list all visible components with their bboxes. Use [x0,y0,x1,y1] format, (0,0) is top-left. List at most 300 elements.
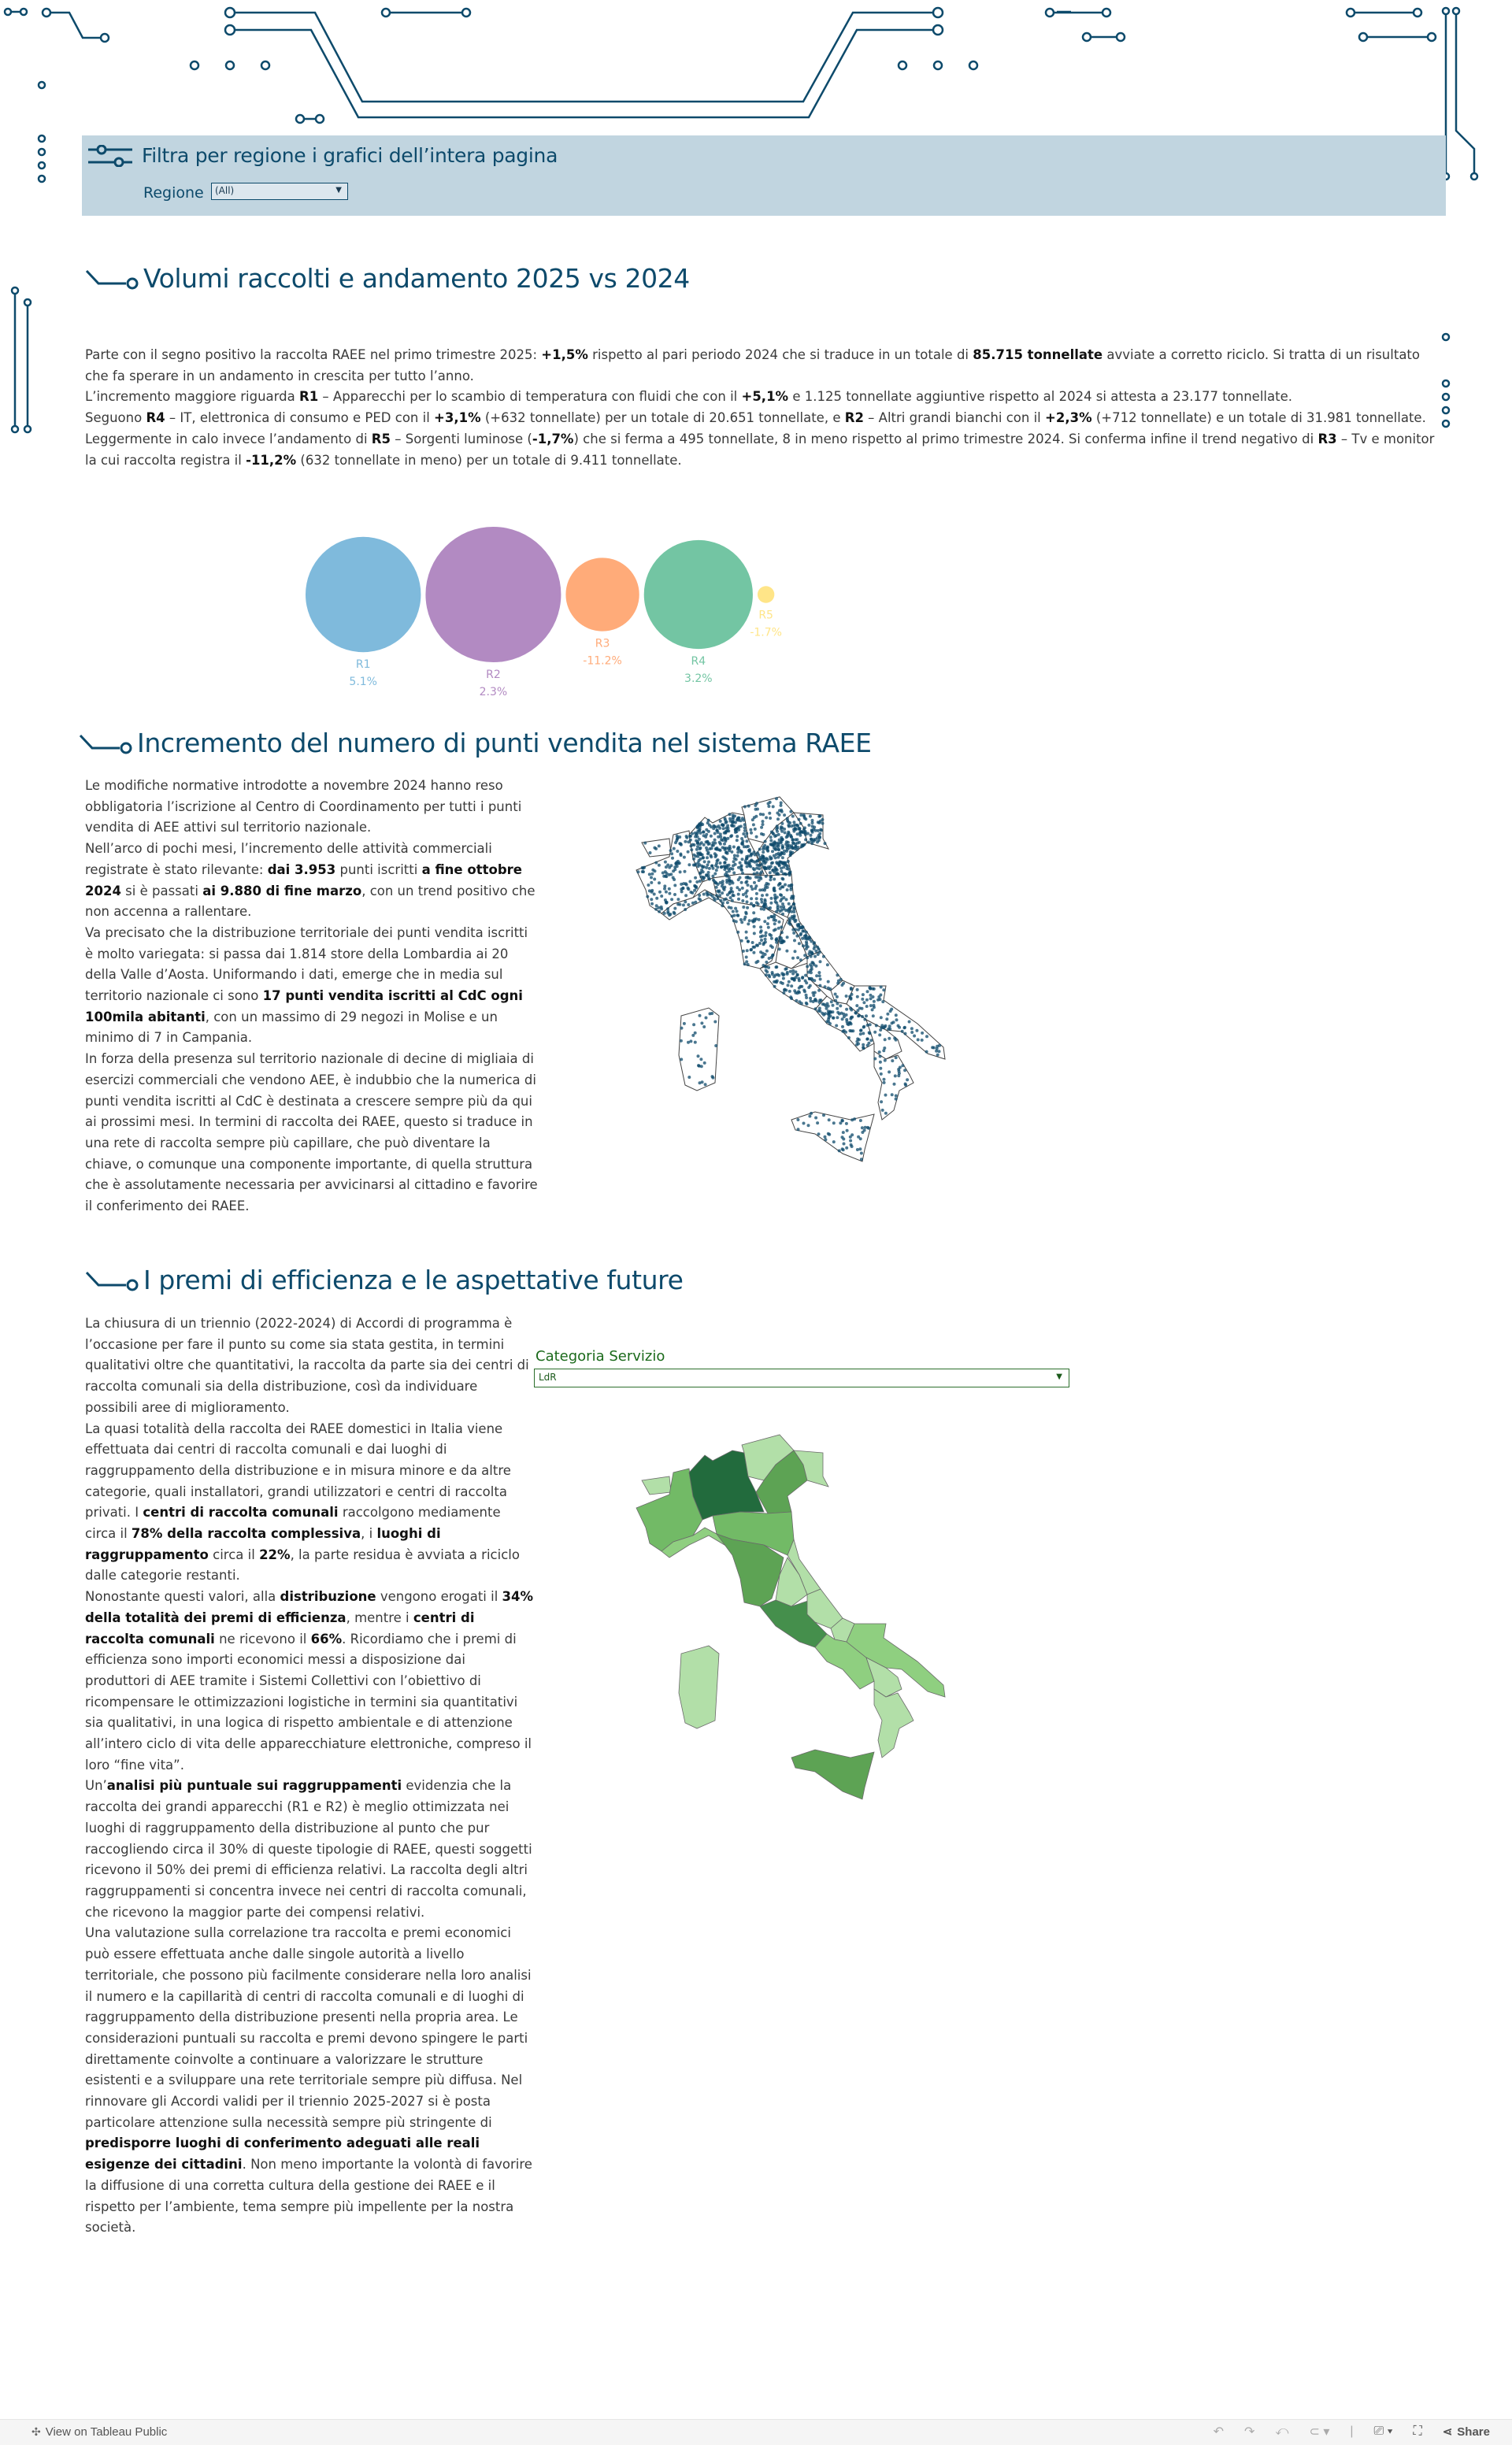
circuit-trace-icon [85,269,140,293]
point-of-sale-dot [855,1004,858,1007]
point-of-sale-dot [649,851,652,854]
point-of-sale-dot [791,928,795,932]
region-filter-value: (All) [215,185,235,196]
point-of-sale-dot [888,1037,891,1040]
point-of-sale-dot [807,935,810,939]
point-of-sale-dot [680,1039,683,1043]
share-button[interactable] [1443,2425,1490,2439]
point-of-sale-dot [765,816,768,819]
point-of-sale-dot [737,898,740,901]
point-of-sale-dot [738,888,741,891]
point-of-sale-dot [771,850,774,853]
point-of-sale-dot [810,839,813,843]
point-of-sale-dot [742,950,745,953]
point-of-sale-dot [743,916,747,919]
point-of-sale-dot [673,907,676,910]
point-of-sale-dot [685,836,688,839]
point-of-sale-dot [670,898,673,901]
point-of-sale-dot [741,817,744,820]
bubble-r3[interactable] [565,558,639,631]
point-of-sale-dot [750,897,753,900]
point-of-sale-dot [776,904,780,907]
point-of-sale-dot [736,847,739,850]
point-of-sale-dot [901,1030,904,1033]
point-of-sale-dot [780,885,784,888]
point-of-sale-dot [714,881,717,884]
points-of-sale-map [614,780,992,1236]
point-of-sale-dot [769,839,773,842]
point-of-sale-dot [765,969,768,972]
bubble-r4[interactable] [644,540,753,649]
point-of-sale-dot [910,1027,914,1030]
point-of-sale-dot [841,1025,844,1028]
point-of-sale-dot [861,1015,864,1018]
point-of-sale-dot [782,896,785,899]
point-of-sale-dot [750,902,753,906]
point-of-sale-dot [680,1058,683,1061]
point-of-sale-dot [711,1076,714,1080]
point-of-sale-dot [917,1038,920,1041]
point-of-sale-dot [784,843,788,846]
point-of-sale-dot [858,1006,862,1009]
point-of-sale-dot [832,1004,835,1007]
point-of-sale-dot [726,893,729,896]
chevron-down-icon: ▼ [335,186,342,194]
point-of-sale-dot [780,972,784,975]
point-of-sale-dot [715,894,718,897]
point-of-sale-dot [719,832,722,835]
point-of-sale-dot [650,872,654,876]
point-of-sale-dot [824,1135,827,1139]
point-of-sale-dot [818,950,821,954]
point-of-sale-dot [673,868,676,871]
point-of-sale-dot [728,847,732,850]
point-of-sale-dot [745,880,748,884]
section-title-punti-vendita: Incremento del numero di punti vendita nel sistema RAEE [137,728,872,758]
point-of-sale-dot [697,865,700,868]
point-of-sale-dot [774,973,777,976]
point-of-sale-dot [769,934,773,937]
point-of-sale-dot [774,900,777,903]
point-of-sale-dot [719,820,722,823]
point-of-sale-dot [773,985,776,988]
category-filter-dropdown[interactable] [534,1369,1069,1387]
point-of-sale-dot [654,908,658,911]
point-of-sale-dot [758,858,762,861]
point-of-sale-dot [651,869,654,872]
point-of-sale-dot [806,832,810,835]
undo-icon[interactable]: ↶ [1213,2425,1224,2439]
point-of-sale-dot [755,872,758,875]
point-of-sale-dot [778,882,781,885]
point-of-sale-dot [818,974,821,977]
point-of-sale-dot [760,898,763,901]
point-of-sale-dot [736,913,739,917]
point-of-sale-dot [705,873,708,876]
point-of-sale-dot [773,916,776,919]
point-of-sale-dot [687,850,690,854]
point-of-sale-dot [650,898,653,901]
bubble-r2[interactable] [425,527,561,662]
point-of-sale-dot [776,980,779,983]
point-of-sale-dot [781,846,784,850]
paragraph-line: In forza della presenza sul territorio nazionale di decine di migliaia di esercizi commerciali che vendono AEE, è indubbio che la numerica di punti vendita iscritti al CdC è destinata a crescere sempre più da qui ai prossimi mesi. In termini di raccolta dei RAEE, questo si traduce in una rete di raccolta sempre più capillare, che può diventare la chiave, o comunque una componente importante, di quella struttura che è assolutamente necessaria per avvicinarsi al cittadino e favorire il conferimento dei RAEE. [85,1051,538,1214]
point-of-sale-dot [676,835,679,838]
point-of-sale-dot [858,1038,861,1041]
point-of-sale-dot [650,881,653,884]
point-of-sale-dot [769,835,773,839]
point-of-sale-dot [873,1058,876,1061]
point-of-sale-dot [755,901,758,904]
point-of-sale-dot [682,882,685,885]
revert-icon[interactable]: ⤺ [1275,2425,1289,2438]
point-of-sale-dot [748,919,751,922]
point-of-sale-dot [882,988,885,991]
point-of-sale-dot [789,854,792,857]
point-of-sale-dot [810,1112,813,1115]
point-of-sale-dot [781,902,784,906]
point-of-sale-dot [814,829,817,832]
point-of-sale-dot [687,887,690,890]
point-of-sale-dot [680,1027,684,1030]
point-of-sale-dot [872,995,875,998]
point-of-sale-dot [773,922,776,925]
point-of-sale-dot [807,824,810,827]
fullscreen-icon[interactable]: ⛶ [1413,2425,1422,2438]
point-of-sale-dot [776,842,780,845]
point-of-sale-dot [641,866,644,869]
point-of-sale-dot [675,839,678,843]
point-of-sale-dot [796,923,799,926]
point-of-sale-dot [700,823,703,826]
point-of-sale-dot [743,806,747,809]
region-valle-aosta[interactable] [642,1476,671,1495]
point-of-sale-dot [660,895,663,898]
point-of-sale-dot [806,965,809,968]
efficiency-premium-map [614,1417,992,1827]
point-of-sale-dot [799,985,802,988]
point-of-sale-dot [724,827,728,830]
point-of-sale-dot [713,897,716,900]
point-of-sale-dot [663,887,666,891]
bubble-r1[interactable] [306,537,421,652]
point-of-sale-dot [702,893,706,896]
point-of-sale-dot [780,931,784,934]
point-of-sale-dot [769,915,773,918]
point-of-sale-dot [754,808,758,811]
point-of-sale-dot [780,925,783,928]
point-of-sale-dot [782,991,785,995]
point-of-sale-dot [836,1011,839,1014]
point-of-sale-dot [805,940,808,943]
point-of-sale-dot [715,869,718,872]
section-title-premi: I premi di efficienza e le aspettative future [143,1265,684,1295]
point-of-sale-dot [862,1001,865,1004]
point-of-sale-dot [772,805,775,808]
point-of-sale-dot [797,1128,800,1131]
point-of-sale-dot [731,894,734,897]
point-of-sale-dot [810,834,813,837]
point-of-sale-dot [762,847,765,850]
point-of-sale-dot [684,870,687,873]
point-of-sale-dot [778,921,781,924]
point-of-sale-dot [775,939,778,942]
region-calabria[interactable] [874,1689,914,1758]
point-of-sale-dot [775,828,778,831]
point-of-sale-dot [780,841,783,844]
point-of-sale-dot [741,899,744,902]
point-of-sale-dot [668,887,671,891]
point-of-sale-dot [707,876,710,880]
point-of-sale-dot [715,886,718,889]
point-of-sale-dot [732,846,736,849]
point-of-sale-dot [676,865,679,868]
point-of-sale-dot [706,892,710,895]
point-of-sale-dot [813,963,816,966]
refresh-icon[interactable]: ⊂ ▾ [1309,2425,1330,2439]
point-of-sale-dot [724,831,727,834]
point-of-sale-dot [764,953,767,956]
point-of-sale-dot [643,842,647,845]
point-of-sale-dot [715,847,718,850]
point-of-sale-dot [764,940,767,943]
bubble-label: R3 [595,637,610,650]
point-of-sale-dot [747,845,750,848]
point-of-sale-dot [716,890,719,893]
point-of-sale-dot [788,868,791,871]
point-of-sale-dot [842,982,845,985]
point-of-sale-dot [728,813,732,816]
sliders-icon [87,145,135,167]
point-of-sale-dot [871,987,874,991]
point-of-sale-dot [799,933,802,936]
point-of-sale-dot [822,1013,825,1017]
point-of-sale-dot [731,915,734,918]
region-sicilia[interactable] [791,1750,874,1799]
point-of-sale-dot [713,852,717,855]
point-of-sale-dot [836,973,839,976]
point-of-sale-dot [707,871,710,874]
point-of-sale-dot [737,828,740,832]
point-of-sale-dot [747,805,750,808]
point-of-sale-dot [687,1041,690,1044]
point-of-sale-dot [664,861,667,864]
point-of-sale-dot [873,1031,876,1034]
point-of-sale-dot [754,828,757,831]
point-of-sale-dot [727,829,730,832]
point-of-sale-dot [702,831,705,834]
point-of-sale-dot [733,854,736,858]
region-filter-dropdown[interactable] [211,183,348,200]
point-of-sale-dot [865,1014,868,1017]
point-of-sale-dot [764,938,767,941]
point-of-sale-dot [650,889,654,892]
point-of-sale-dot [796,956,799,959]
point-of-sale-dot [841,1030,844,1033]
point-of-sale-dot [830,1000,833,1003]
point-of-sale-dot [789,870,792,873]
point-of-sale-dot [790,835,793,839]
point-of-sale-dot [713,825,716,828]
point-of-sale-dot [814,950,817,953]
point-of-sale-dot [725,871,728,874]
point-of-sale-dot [680,854,683,857]
point-of-sale-dot [766,858,769,861]
point-of-sale-dot [684,840,687,843]
point-of-sale-dot [780,877,784,880]
point-of-sale-dot [850,1143,853,1147]
point-of-sale-dot [663,912,666,915]
point-of-sale-dot [779,854,782,857]
point-of-sale-dot [884,1112,888,1115]
point-of-sale-dot [664,875,667,878]
point-of-sale-dot [782,977,785,980]
point-of-sale-dot [880,1016,883,1019]
point-of-sale-dot [824,842,827,845]
point-of-sale-dot [827,980,830,984]
point-of-sale-dot [711,875,714,878]
point-of-sale-dot [769,875,773,878]
point-of-sale-dot [729,820,732,823]
point-of-sale-dot [765,905,768,908]
bubble-r5[interactable] [758,586,774,602]
point-of-sale-dot [636,870,639,873]
point-of-sale-dot [654,861,658,865]
point-of-sale-dot [752,904,755,907]
point-of-sale-dot [865,998,869,1002]
point-of-sale-dot [716,897,719,900]
point-of-sale-dot [860,1152,863,1155]
point-of-sale-dot [873,1006,876,1009]
point-of-sale-dot [699,1058,702,1061]
point-of-sale-dot [743,962,747,965]
point-of-sale-dot [824,985,827,988]
redo-icon[interactable]: ↷ [1243,2425,1255,2439]
point-of-sale-dot [742,906,745,909]
region-sardegna[interactable] [679,1646,719,1728]
point-of-sale-dot [859,1119,862,1122]
point-of-sale-dot [658,910,661,913]
point-of-sale-dot [653,893,656,896]
point-of-sale-dot [827,1132,830,1135]
point-of-sale-dot [715,862,718,865]
point-of-sale-dot [764,866,767,869]
view-on-tableau-link[interactable] [32,2425,167,2439]
bubble-chart [284,504,819,709]
point-of-sale-dot [761,894,764,897]
point-of-sale-dot [733,814,736,817]
point-of-sale-dot [759,925,762,928]
download-icon[interactable]: ⎚ ▾ [1373,2425,1393,2438]
point-of-sale-dot [796,1118,799,1121]
point-of-sale-dot [676,902,680,906]
point-of-sale-dot [787,909,790,912]
point-of-sale-dot [790,824,793,828]
point-of-sale-dot [786,935,789,939]
point-of-sale-dot [753,850,756,854]
point-of-sale-dot [754,961,758,964]
point-of-sale-dot [775,910,778,913]
point-of-sale-dot [765,932,768,935]
point-of-sale-dot [811,991,814,995]
point-of-sale-dot [783,813,786,817]
point-of-sale-dot [791,977,795,980]
point-of-sale-dot [773,871,776,874]
point-of-sale-dot [717,831,720,834]
point-of-sale-dot [682,903,685,906]
point-of-sale-dot [719,861,722,865]
paragraph-line: Nonostante questi valori, alla distribuzione vengono erogati il 34% della totalità dei premi di efficienza, mentre i centri di raccolta comunali ne ricevono il 66%. Ricordiamo che i premi di efficienza sono importi economici messi a disposizione dai produttori di AEE tramite i Sistemi Collettivi con l’obiettivo di ricompensare le ottimizzazioni logistiche in termini sia quantitativi sia qualitativi, in una logica di rispetto ambientale e di attenzione all’intero ciclo di vita delle apparecchiature elettroniche, compreso il loro “fine vita”. [85,1589,534,1773]
point-of-sale-dot [834,993,837,996]
point-of-sale-dot [746,906,749,909]
point-of-sale-dot [694,835,697,839]
point-of-sale-dot [747,939,750,943]
point-of-sale-dot [891,1059,894,1062]
point-of-sale-dot [723,836,726,839]
point-of-sale-dot [813,942,816,945]
point-of-sale-dot [696,845,699,848]
point-of-sale-dot [893,1083,896,1086]
point-of-sale-dot [938,1044,941,1047]
point-of-sale-dot [719,899,722,902]
point-of-sale-dot [772,842,775,845]
point-of-sale-dot [910,1031,914,1034]
point-of-sale-dot [665,901,669,904]
point-of-sale-dot [862,1046,865,1049]
point-of-sale-dot [866,990,869,993]
point-of-sale-dot [666,907,669,910]
point-of-sale-dot [878,1050,881,1054]
point-of-sale-dot [689,835,692,838]
point-of-sale-dot [741,872,744,875]
bubble-value-label: 2.3% [479,686,508,698]
point-of-sale-dot [710,846,713,850]
point-of-sale-dot [712,867,715,870]
point-of-sale-dot [729,896,732,899]
point-of-sale-dot [798,818,801,821]
point-of-sale-dot [746,949,749,952]
point-of-sale-dot [718,894,721,897]
point-of-sale-dot [786,888,789,891]
point-of-sale-dot [795,828,798,831]
point-of-sale-dot [776,824,779,828]
point-of-sale-dot [795,935,799,938]
point-of-sale-dot [921,1032,924,1035]
point-of-sale-dot [753,872,756,876]
point-of-sale-dot [884,1024,887,1028]
point-of-sale-dot [850,987,853,990]
paragraph-line: Un’analisi più puntuale sui raggruppamenti evidenzia che la raccolta dei grandi apparecchi (R1 e R2) è meglio ottimizzata nei luoghi di raggruppamento della distribuzione al punto che pur raccogliendo circa il 30% di queste tipologie di RAEE, questi soggetti ricevono il 50% dei premi di efficienza relativi. La raccolta degli altri raggruppamenti si concentra invece nei centri di raccolta comunali, che ricevono la maggior parte dei compensi relativi. [85,1778,532,1920]
point-of-sale-dot [702,834,706,837]
point-of-sale-dot [847,1036,850,1039]
point-of-sale-dot [761,862,764,865]
point-of-sale-dot [707,861,710,864]
point-of-sale-dot [713,832,717,835]
point-of-sale-dot [708,824,711,827]
point-of-sale-dot [740,881,743,884]
tableau-logo-icon: ✣ [32,2425,41,2438]
point-of-sale-dot [784,861,788,865]
point-of-sale-dot [845,1008,848,1011]
point-of-sale-dot [789,810,792,813]
point-of-sale-dot [790,984,793,987]
point-of-sale-dot [736,839,739,842]
point-of-sale-dot [745,839,748,843]
point-of-sale-dot [706,863,710,866]
point-of-sale-dot [691,832,694,835]
point-of-sale-dot [717,824,721,828]
point-of-sale-dot [806,945,810,948]
